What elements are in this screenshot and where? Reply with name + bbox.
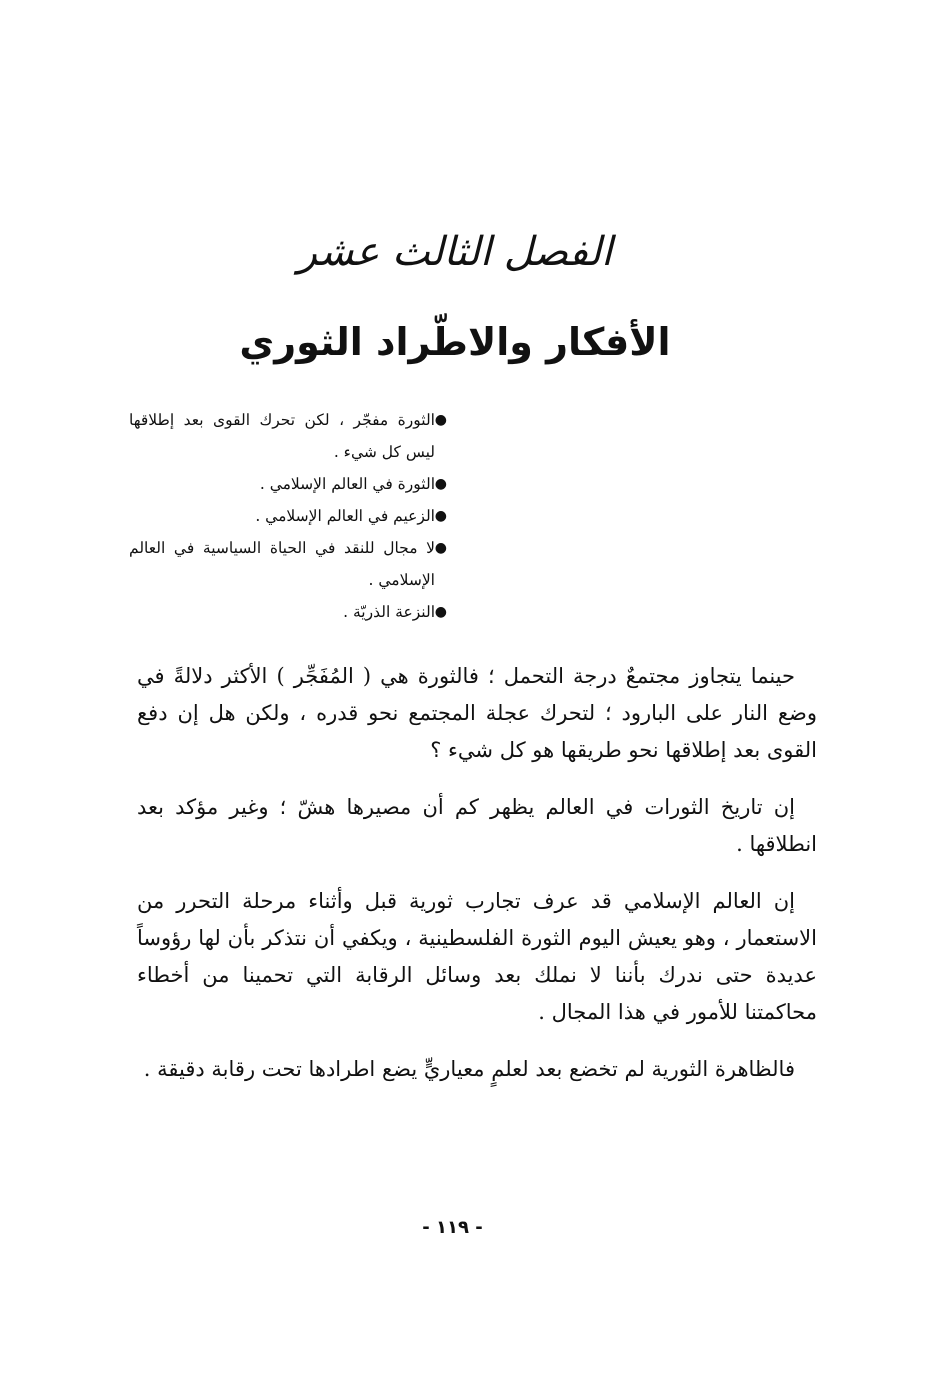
- body-paragraph: إن العالم الإسلامي قد عرف تجارب ثورية قبل وأثناء مرحلة التحرر من الاستعمار ، وهو يعيش اليوم الثورة الفلسطينية ، ويكفي أن نتذكر بأن لها رؤوساً عديدة حتى ندرك بأننا لا نملك بعد وسائل الرقابة التي تحمينا من أخطاء محاكمتنا للأمور في هذا المجال .: [137, 889, 817, 1024]
- chapter-label: الفصل الثالث عشر: [297, 229, 613, 275]
- body-paragraph: حينما يتجاوز مجتمعٌ درجة التحمل ؛ فالثورة هي ( المُفَجِّر ) الأكثر دلالةً في وضع النار على البارود ؛ لتحرك عجلة المجتمع نحو قدره ، ولكن هل إن دفع القوى بعد إطلاقها نحو طريقها هو كل شيء ؟: [137, 664, 817, 762]
- bullet-icon: ●: [434, 540, 447, 556]
- summary-item: [129, 468, 447, 500]
- summary-item: [129, 596, 447, 628]
- summary-item: [129, 500, 447, 532]
- summary-item: [129, 404, 447, 468]
- bullet-icon: ●: [434, 412, 447, 428]
- summary-item-text: الثورة مفجّر ، لكن تحرك القوى بعد إطلاقها ليس كل شيء .: [129, 411, 435, 461]
- body-paragraph: فالظاهرة الثورية لم تخضع بعد لعلمٍ معياريٍّ يضع اطرادها تحت رقابة دقيقة .: [143, 1057, 795, 1081]
- chapter-summary-list: [129, 404, 447, 628]
- bullet-icon: ●: [434, 508, 447, 524]
- chapter-body: [137, 658, 817, 1108]
- bullet-icon: ●: [434, 476, 447, 492]
- summary-item-text: النزعة الذريّة .: [343, 603, 435, 621]
- summary-item-text: الزعيم في العالم الإسلامي .: [255, 507, 435, 525]
- chapter-title: الأفكار والاطّراد الثوري: [239, 320, 671, 364]
- body-paragraph: إن تاريخ الثورات في العالم يظهر كم أن مصيرها هشّ ؛ وغير مؤكد بعد انطلاقها .: [137, 795, 817, 856]
- page-number: - ١١٩ -: [422, 1217, 483, 1238]
- summary-item-text: الثورة في العالم الإسلامي .: [259, 475, 435, 493]
- summary-item-text: لا مجال للنقد في الحياة السياسية في العالم الإسلامي .: [129, 539, 435, 589]
- summary-item: [129, 532, 447, 596]
- bullet-icon: ●: [434, 604, 447, 620]
